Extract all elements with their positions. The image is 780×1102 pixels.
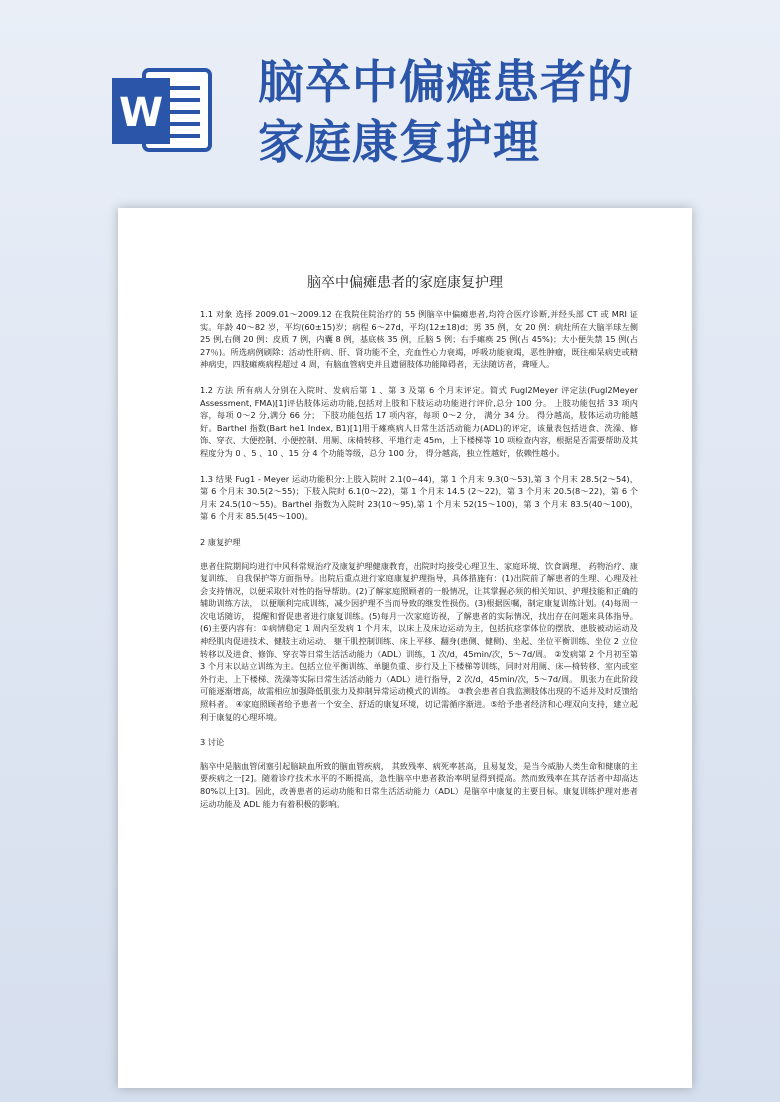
page-title-line-2: 家庭康复护理: [258, 115, 540, 169]
section-heading-discussion: 3 讨论: [200, 737, 225, 748]
document-title: 脑卒中偏瘫患者的家庭康复护理: [307, 275, 503, 291]
paragraph-discussion: 脑卒中是脑血管闭塞引起脑缺血所致的脑血管疾病， 其致残率、病死率甚高，且易复发，是当今威胁人类生命和健康的主要疾病之一[2]。随着诊疗技术水平的不断提高，急性脑卒中患者救治率明显得到提高。然而致残率在其存活者中却高达 80%以上[3]。因此，改善患者的运动功能和日常生活活动能力（ADL）是脑卒中康复的主要目标。康复训练护理对患者运动功能及 ADL 能力有着积极的影响。: [200, 760, 638, 809]
word-document-icon: [110, 62, 214, 158]
paragraph-rehab-care: 患者住院期间均进行中风科常规治疗及康复护理健康教育，出院时均接受心理卫生、家庭环境、饮食调理、 药物治疗、康复训练、 自我保护等方面指导。出院后重点进行家庭康复护理指导，具体措施有：(1)出院前了解患者的生理、心理及社会支持情况，以便采取针对性的指导帮助。(2)了解家庭照顾者的一般情况，让其掌握必须的相关知识、护理技能和正确的辅助训练方法， 以便顺利完成训练，减少因护理不当而导致的继发性损伤。(3)根据医嘱，制定康复训练计划。(4)每周一次电话随访， 提醒和督促患者进行康复训练。(5)每月一次家庭访视，了解患者的实际情况，找出存在问题来具体指导。(6)主要内容有：①病情稳定 1 周内至发病 1 个月末，以床上及床边运动为主，包括抗痉挛体位的摆放、患肢被动运动及神经肌肉促进技术、健肢主动运动、 躯干肌控制训练、床上平移、翻身(患侧、健侧)、坐起、坐位平衡训练、坐位 2 立位转移以及进食、修饰、穿衣等日常生活活动能力（ADL）训练，1 次/d，45min/次，5～7d/周。 ②发病第 2 个月初至第 3 个月末以站立训练为主。包括立位平衡训练、单腿负重、步行及上下楼梯等训练，同时对用厕、床—椅转移、室内或室外行走、上下楼梯、洗澡等实际日常生活活动能力（ADL）进行指导，2 次/d，45min/次，5～7d/周。 肌张力在此阶段可能逐渐增高，故需相应加强降低肌张力及抑制异常运动模式的训练。 ③教会患者自我监测肢体出现的不适并及时反馈给照料者。 ④家庭照顾者给予患者一个安全、舒适的康复环境，切记需循序渐进。⑤给予患者经济和心理双向支持，建立起利于康复的心理环境。: [200, 560, 638, 722]
page-title-line-1: 脑卒中偏瘫患者的: [258, 55, 634, 109]
section-heading-rehab-care: 2 康复护理: [200, 536, 241, 547]
document-body: [200, 308, 638, 823]
paragraph-methods: 1.2 方法 所有病人分别在入院时、发病后第 1 、第 3 及第 6 个月末评定。简式 Fugl2Meyer 评定法(Fugl2Meyer Assessment, FMA)[1]评估肢体运动功能,包括对上肢和下肢运动功能进行评价,总分 100 分。 上肢功能包括 33 项内容，每项 0～2 分,满分 66 分； 下肢功能包括 17 项内容，每项 0～2 分， 满分 34 分。 得分越高，肢体运动功能越好。Barthel 指数(Bart he1 Index, B1)[1]用于瘫痪病人日常生活活动能力(ADL)的评定，该量表包括进食、洗澡、修饰、穿衣、大便控制、小便控制、用厕、床椅转移、平地行走 45m，上下楼梯等 10 项检查内容，根据是否需要帮助及其程度分为 0 、5 、10 、15 分 4 个功能等级，总分 100 分， 得分越高，独立性越好，依赖性越小。: [200, 384, 638, 458]
paragraph-results: 1.3 结果 Fug1 - Meyer 运动功能积分:上肢入院时 2.1(0~44)，第 1 个月末 9.3(0～53),第 3 个月末 28.5(2～54)，第 6 个月末 30.5(2～55)；下肢入院时 6.1(0～22)，第 1 个月末 14.5 (2～22)，第 3 个月末 20.5(8～22)，第 6 个月末 24.5(10～55)。Barthel 指数为入院时 23(10～95),第 1 个月末 52(15～100)，第 3 个月末 83.5(40～100)，第 6 个月末 85.5(45～100)。: [200, 473, 638, 522]
page-title: [258, 52, 758, 172]
document-page[interactable]: [118, 208, 692, 1088]
word-icon-letter: W: [118, 90, 164, 136]
paragraph-subjects: 1.1 对象 选择 2009.01～2009.12 在我院住院治疗的 55 例脑卒中偏瘫患者,均符合医疗诊断,并经头部 CT 或 MRI 证实。年龄 40～82 岁，平均(60±15)岁；病程 6～27d，平均(12±18)d；男 35 例，女 20 例：病灶所在大脑半球左侧 25 例,右侧 20 例：皮质 7 例，内囊 8 例，基底核 35 例，丘脑 5 例；右手瘫痪 25 例(占 45%)；大小便失禁 15 例(占 27％)。所选病例刷除：活动性肝病、肝、肾功能不全，充血性心力衰竭，呼吸功能衰竭，恶性肿瘤，既往痴呆病史或精神病史，四肢瘫痪病程超过 4 周，有脑血管病史并且遗留肢体功能障碍者，无法随访者，聋哑人。: [200, 309, 638, 370]
